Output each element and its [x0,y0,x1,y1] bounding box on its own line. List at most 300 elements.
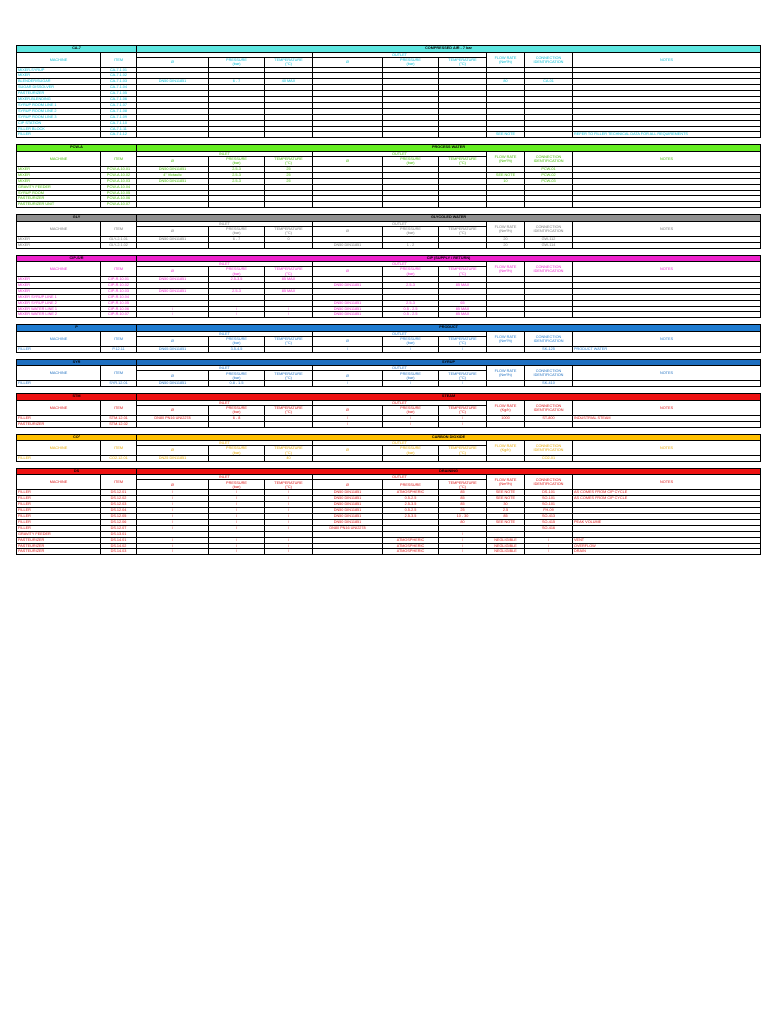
flow-rate-cell [487,312,525,318]
item-cell: CA-7.1.08 [101,108,137,114]
outlet-temperature-cell: 25 [439,508,487,514]
inlet-temperature-cell: / [265,549,313,555]
connection-id-cell [525,312,573,318]
inlet-temperature-cell [265,421,313,427]
flow-rate-cell: NEGLIGIBLE [487,537,525,543]
flow-rate-cell: NEGLIGIBLE [487,543,525,549]
connection-id-cell: SO-413 [525,514,573,520]
machine-cell: PASTEURIZER UNIT [17,202,101,208]
item-cell: CA-7.1.04 [101,85,137,91]
column-outlet-pressure: PRESSURE [383,480,439,490]
inlet-dia-cell: DN25 DIN11851 [137,456,209,462]
column-outlet-pressure: PRESSURE (bar) [383,446,439,456]
machine-cell: FILLER [17,508,101,514]
flow-rate-cell [487,202,525,208]
inlet-pressure-cell: 2.5-3 [209,166,265,172]
machine-cell: MIXER-BLENDING [17,97,101,103]
section-code: P [17,325,137,332]
flow-rate-cell [487,381,525,387]
table-row [17,421,761,427]
item-cell: DS.13.01 [101,531,137,537]
inlet-temperature-cell: / [265,508,313,514]
column-notes: NOTES [573,400,761,415]
inlet-pressure-cell: 2.5-3 [209,288,265,294]
inlet-dia-cell [137,242,209,248]
machine-cell: SUGAR DISSOLVER [17,85,101,91]
outlet-temperature-cell [439,242,487,248]
inlet-pressure-cell: / [209,502,265,508]
outlet-pressure-cell: 0.5-2.5 [383,508,439,514]
column-inlet-dia: Ø [137,405,209,415]
inlet-label: INLET [137,441,313,446]
notes-cell [573,202,761,208]
column-connection: CONNECTION IDENTIFICATION [525,262,573,277]
column-machine: MACHINE [17,151,101,166]
table-row [17,456,761,462]
connection-id-cell: SO-416 [525,525,573,531]
flow-rate-cell: 1000 [487,415,525,421]
inlet-pressure-cell: / [209,543,265,549]
flow-rate-cell: NEGLIGIBLE [487,549,525,555]
column-inlet-temperature: TEMPERATURE (°C) [265,226,313,236]
inlet-temperature-cell: / [265,306,313,312]
machine-cell: MIXER SYRUP LINE 2 [17,300,101,306]
item-cell: CIP-R.10.06 [101,306,137,312]
inlet-pressure-cell: / [209,519,265,525]
outlet-dia-cell: DN50 DIN11851 [313,502,383,508]
outlet-temperature-cell: 10 - 30 [439,514,487,520]
item-cell: DS.14.02 [101,543,137,549]
outlet-temperature-cell: / [439,531,487,537]
machine-cell: FILLER [17,514,101,520]
section-code: SYR [17,359,137,366]
column-flow-rate: FLOW RATE (Nm³/h) [487,366,525,381]
section-title: CARBON DIOXIDE [137,434,761,441]
outlet-pressure-cell: 2.5-3.5 [383,514,439,520]
outlet-temperature-cell: 65 [439,300,487,306]
outlet-pressure-cell: / [383,346,439,352]
inlet-temperature-cell: / [265,496,313,502]
machine-cell: FILLER [17,456,101,462]
column-inlet-pressure: PRESSURE (bar) [209,57,265,67]
inlet-dia-cell: / [137,496,209,502]
outlet-pressure-cell: ATMOSPHERIC [383,549,439,555]
section-table-5 [16,359,761,387]
column-outlet-dia: Ø [313,405,383,415]
column-inlet-temperature: TEMPERATURE (°C) [265,480,313,490]
column-inlet-temperature: TEMPERATURE (°C) [265,405,313,415]
column-item: ITEM [101,52,137,67]
notes-cell: VENT [573,537,761,543]
outlet-dia-cell: / [313,415,383,421]
notes-cell: REFER TO FILLER TECHNICAL DATA FOR ALL REQUIREMENTS [573,132,761,138]
section-title: COMPRESSED AIR - 7 bar [137,46,761,53]
machine-cell: FILLER [17,415,101,421]
item-cell: PCW-A.10.07 [101,202,137,208]
machine-cell: FILLER [17,525,101,531]
inlet-dia-cell: DN50 DIN11851 [137,277,209,283]
machine-cell: MIXER [17,166,101,172]
outlet-pressure-cell: / [383,381,439,387]
inlet-temperature-cell: / [265,490,313,496]
column-outlet-temperature: TEMPERATURE (°C) [439,57,487,67]
column-inlet-temperature: TEMPERATURE (°C) [265,336,313,346]
column-inlet-dia: Ø [137,226,209,236]
inlet-temperature-cell: 0 [265,236,313,242]
outlet-label: OUTLET [313,331,487,336]
outlet-pressure-cell: ATMOSPHERIC [383,543,439,549]
inlet-temperature-cell: 25 [265,178,313,184]
outlet-temperature-cell: / [439,543,487,549]
outlet-pressure-cell: 0.5 - 2.5 [383,312,439,318]
column-outlet-temperature: TEMPERATURE (°C) [439,446,487,456]
column-item: ITEM [101,366,137,381]
inlet-dia-cell: DN65 DIN11851 [137,346,209,352]
column-inlet-pressure: PRESSURE (bar) [209,480,265,490]
column-machine: MACHINE [17,262,101,277]
notes-cell: AS COMES FROM CIP CYCLE [573,496,761,502]
outlet-label: OUTLET [313,151,487,156]
item-cell: DS.14.01 [101,537,137,543]
outlet-dia-cell: DN50 DIN11851 [313,306,383,312]
inlet-temperature-cell: / [265,312,313,318]
machine-cell: MIXER [17,242,101,248]
section-title: CIP (SUPPLY / RETURN) [137,255,761,262]
inlet-label: INLET [137,366,313,371]
column-outlet-dia: Ø [313,480,383,490]
section-code: DS [17,468,137,475]
machine-cell: FILLER [17,381,101,387]
item-cell: CA-7.1.05 [101,91,137,97]
connection-id-cell [525,202,573,208]
machine-cell: PASTEURIZER [17,543,101,549]
flow-rate-cell: SEE NOTE [487,519,525,525]
column-notes: NOTES [573,262,761,277]
inlet-pressure-cell: 2.5-3 [209,178,265,184]
machine-cell: SYRUP ROOM [17,190,101,196]
outlet-dia-cell: DN50 DIN11851 [313,300,383,306]
inlet-temperature-cell: / [265,519,313,525]
column-inlet-pressure: PRESSURE (bar) [209,371,265,381]
inlet-pressure-cell: / [209,537,265,543]
column-machine: MACHINE [17,400,101,415]
flow-rate-cell: 10 [487,178,525,184]
outlet-pressure-cell: / [383,421,439,427]
machine-cell: FILLER [17,496,101,502]
inlet-dia-cell: / [137,543,209,549]
column-inlet-temperature: TEMPERATURE (°C) [265,371,313,381]
column-item: ITEM [101,475,137,490]
column-outlet-dia: Ø [313,156,383,166]
column-item: ITEM [101,400,137,415]
column-outlet-dia: Ø [313,267,383,277]
column-outlet-dia: Ø [313,57,383,67]
inlet-dia-cell: DN50 DIN11851 [137,236,209,242]
column-inlet-pressure: PRESSURE (bar) [209,156,265,166]
inlet-pressure-cell: / [209,514,265,520]
inlet-pressure-cell [209,421,265,427]
connection-id-cell [525,132,573,138]
section-title: SYRUP [137,359,761,366]
section-table-4 [16,324,761,352]
column-item: ITEM [101,221,137,236]
notes-cell: PEAK VOLUME [573,519,761,525]
notes-cell: PRODUCT WATER [573,346,761,352]
flow-rate-cell [487,456,525,462]
item-cell: PCW-A.10.05 [101,190,137,196]
outlet-label: OUTLET [313,221,487,226]
inlet-temperature-cell: 40 MAX [265,79,313,85]
flow-rate-cell: 20 [487,242,525,248]
outlet-temperature-cell: / [439,346,487,352]
notes-cell: OVERFLOW [573,543,761,549]
column-outlet-temperature: TEMPERATURE (°C) [439,405,487,415]
column-outlet-pressure: PRESSURE (bar) [383,371,439,381]
inlet-pressure-cell: / [209,496,265,502]
connection-id-cell: / [525,549,573,555]
section-table-0 [16,45,761,138]
inlet-temperature-cell: / [265,543,313,549]
item-cell: DS.14.03 [101,549,137,555]
column-connection: CONNECTION IDENTIFICATION [525,366,573,381]
column-outlet-pressure: PRESSURE (bar) [383,336,439,346]
inlet-temperature-cell: 85 MAX [265,277,313,283]
connection-id-cell: CO2-01 [525,456,573,462]
item-cell: CA-7.1.07 [101,102,137,108]
inlet-pressure-cell: 2.5-3.5 [209,277,265,283]
column-outlet-dia: Ø [313,336,383,346]
outlet-temperature-cell [439,132,487,138]
section-title: GLYCOLED WATER [137,215,761,222]
column-item: ITEM [101,441,137,456]
column-outlet-pressure: PRESSURE (bar) [383,405,439,415]
machine-cell: FILLER [17,490,101,496]
column-machine: MACHINE [17,475,101,490]
inlet-dia-cell: DN50 DIN11851 [137,381,209,387]
column-machine: MACHINE [17,52,101,67]
section-code: CO² [17,434,137,441]
item-cell: PCW-A.10.02 [101,172,137,178]
machine-cell: GRAVITY FEEDER [17,531,101,537]
column-outlet-temperature: TEMPERATURE (°C) [439,267,487,277]
column-inlet-dia: Ø [137,371,209,381]
item-cell: CA-7.1.06 [101,97,137,103]
section-table-7 [16,434,761,462]
flow-rate-cell: 2.5 [487,508,525,514]
column-inlet-pressure: PRESSURE (bar) [209,226,265,236]
section-title: PRODUCT [137,325,761,332]
column-notes: NOTES [573,441,761,456]
outlet-pressure-cell [383,132,439,138]
inlet-pressure-cell [209,456,265,462]
inlet-dia-cell: DN50 DIN11851 [137,166,209,172]
column-machine: MACHINE [17,366,101,381]
inlet-label: INLET [137,221,313,226]
item-cell: DS.12.05 [101,514,137,520]
column-inlet-dia: Ø [137,446,209,456]
machine-cell: MIXER [17,73,101,79]
outlet-pressure-cell: 2.5-3 [383,282,439,288]
item-cell: DS.12.03 [101,502,137,508]
flow-rate-cell: SEE NOTE [487,132,525,138]
item-cell: CA-7.1.03 [101,79,137,85]
connection-id-cell: DS-101 [525,490,573,496]
inlet-dia-cell: / [137,306,209,312]
outlet-label: OUTLET [313,52,487,57]
column-item: ITEM [101,262,137,277]
column-item: ITEM [101,151,137,166]
inlet-dia-cell: / [137,537,209,543]
machine-cell: MIXER [17,172,101,178]
outlet-temperature-cell: 85 MAX [439,312,487,318]
notes-cell [573,381,761,387]
inlet-dia-cell: DN50 DIN11851 [137,178,209,184]
machine-cell: MIXER SYRUP LINE 1 [17,294,101,300]
inlet-dia-cell: DN50 DIN11851 [137,288,209,294]
inlet-pressure-cell: 6 - 8 [209,415,265,421]
connection-id-cell: SK-410 [525,381,573,387]
notes-cell [573,312,761,318]
outlet-temperature-cell: / [439,415,487,421]
outlet-pressure-cell: 0.5 - 2.5 [383,306,439,312]
table-row [17,132,761,138]
inlet-dia-cell: / [137,514,209,520]
column-item: ITEM [101,331,137,346]
outlet-pressure-cell: 0.5-2.5 [383,496,439,502]
column-outlet-temperature: TEMPERATURE (°C) [439,226,487,236]
connection-id-cell: PCW-01 [525,166,573,172]
item-cell: GLY-2.1.02 [101,242,137,248]
outlet-dia-cell: DN50 DIN11851 [313,496,383,502]
column-outlet-temperature: TEMPERATURE (°C) [439,371,487,381]
inlet-dia-cell: 4" Victaulic [137,172,209,178]
inlet-dia-cell: / [137,490,209,496]
section-code: GLY [17,215,137,222]
column-inlet-pressure: PRESSURE (bar) [209,446,265,456]
column-flow-rate: FLOW RATE (Nm³/h) [487,52,525,67]
outlet-dia-cell [313,456,383,462]
column-outlet-temperature: TEMPERATURE (°C) [439,480,487,490]
column-notes: NOTES [573,52,761,67]
item-cell: STM.12.02 [101,421,137,427]
notes-cell [573,421,761,427]
outlet-temperature-cell: 85 MAX [439,306,487,312]
column-outlet-pressure: PRESSURE (bar) [383,226,439,236]
item-cell: DS.12.07 [101,525,137,531]
flow-rate-cell: 85 [487,514,525,520]
outlet-dia-cell: / [313,381,383,387]
item-cell: PCW-A.10.03 [101,178,137,184]
machine-cell: SYRUP ROOM LINE 3 [17,114,101,120]
section-table-1 [16,144,761,208]
item-cell: DS.12.04 [101,508,137,514]
item-cell: DS.12.01 [101,490,137,496]
inlet-dia-cell: / [137,508,209,514]
inlet-pressure-cell: 0.8 - 1.5 [209,381,265,387]
column-notes: NOTES [573,331,761,346]
column-inlet-pressure: PRESSURE (bar) [209,336,265,346]
outlet-label: OUTLET [313,400,487,405]
table-row [17,202,761,208]
connection-id-cell: SO-101 [525,496,573,502]
column-inlet-pressure: PRESSURE (bar) [209,405,265,415]
outlet-dia-cell: DN80 PN16 UNI2278 [313,525,383,531]
section-title: STEAM [137,394,761,401]
inlet-pressure-cell: / [209,490,265,496]
column-machine: MACHINE [17,441,101,456]
outlet-pressure-cell [383,456,439,462]
item-cell: CIP-R.10.02 [101,282,137,288]
inlet-pressure-cell: / [209,525,265,531]
machine-cell: SYRUP ROOM LINE 1 [17,102,101,108]
inlet-temperature-cell: 25 [265,166,313,172]
machine-cell: PASTEURIZER [17,537,101,543]
item-cell: CO2.12.01 [101,456,137,462]
inlet-temperature-cell [265,242,313,248]
column-outlet-temperature: TEMPERATURE (°C) [439,156,487,166]
column-inlet-dia: Ø [137,57,209,67]
inlet-pressure-cell: 2.5-3 [209,172,265,178]
inlet-label: INLET [137,331,313,336]
notes-cell [573,242,761,248]
machine-cell: MIXER WATER LINE 1 [17,306,101,312]
machine-cell: SYRUP ROOM LINE 2 [17,108,101,114]
column-inlet-dia: Ø [137,267,209,277]
inlet-label: INLET [137,400,313,405]
outlet-dia-cell: DN50 DIN11851 [313,490,383,496]
inlet-label: INLET [137,475,313,480]
column-inlet-dia: Ø [137,480,209,490]
machine-cell: MIXER-SYRUP [17,67,101,73]
outlet-dia-cell: DN50 DIN11851 [313,242,383,248]
section-table-6 [16,393,761,427]
flow-rate-cell [487,346,525,352]
column-machine: MACHINE [17,221,101,236]
inlet-temperature-cell [265,132,313,138]
inlet-pressure-cell: 6 - 7 [209,236,265,242]
column-notes: NOTES [573,151,761,166]
inlet-temperature-cell: / [265,525,313,531]
item-cell: GLY-2.1.01 [101,236,137,242]
inlet-temperature-cell: 25 [265,172,313,178]
flow-rate-cell: 80 [487,79,525,85]
item-cell: CIP-R.10.05 [101,300,137,306]
column-notes: NOTES [573,366,761,381]
outlet-temperature-cell: 85 [439,490,487,496]
flow-rate-cell: SEE NOTE [487,172,525,178]
machine-cell: MIXER [17,236,101,242]
column-inlet-dia: Ø [137,156,209,166]
machine-cell: MIXER WATER LINE 2 [17,312,101,318]
column-flow-rate: FLOW RATE (Kg/h) [487,400,525,415]
connection-id-cell: SK-125 [525,346,573,352]
inlet-temperature-cell: 40 [265,456,313,462]
inlet-dia-cell: / [137,519,209,525]
connection-id-cell: ST-800 [525,415,573,421]
inlet-dia-cell: DN50 DIN11851 [137,79,209,85]
outlet-dia-cell: DN50 DIN11851 [313,312,383,318]
inlet-dia-cell: DN80 PN16 UNI2278 [137,415,209,421]
inlet-dia-cell [137,132,209,138]
table-row [17,312,761,318]
item-cell: CA-7.1.11 [101,126,137,132]
table-row [17,381,761,387]
inlet-dia-cell: / [137,502,209,508]
outlet-temperature-cell: / [439,381,487,387]
machine-cell: FILLER [17,346,101,352]
inlet-pressure-cell [209,132,265,138]
item-cell: CIP-R.10.04 [101,294,137,300]
